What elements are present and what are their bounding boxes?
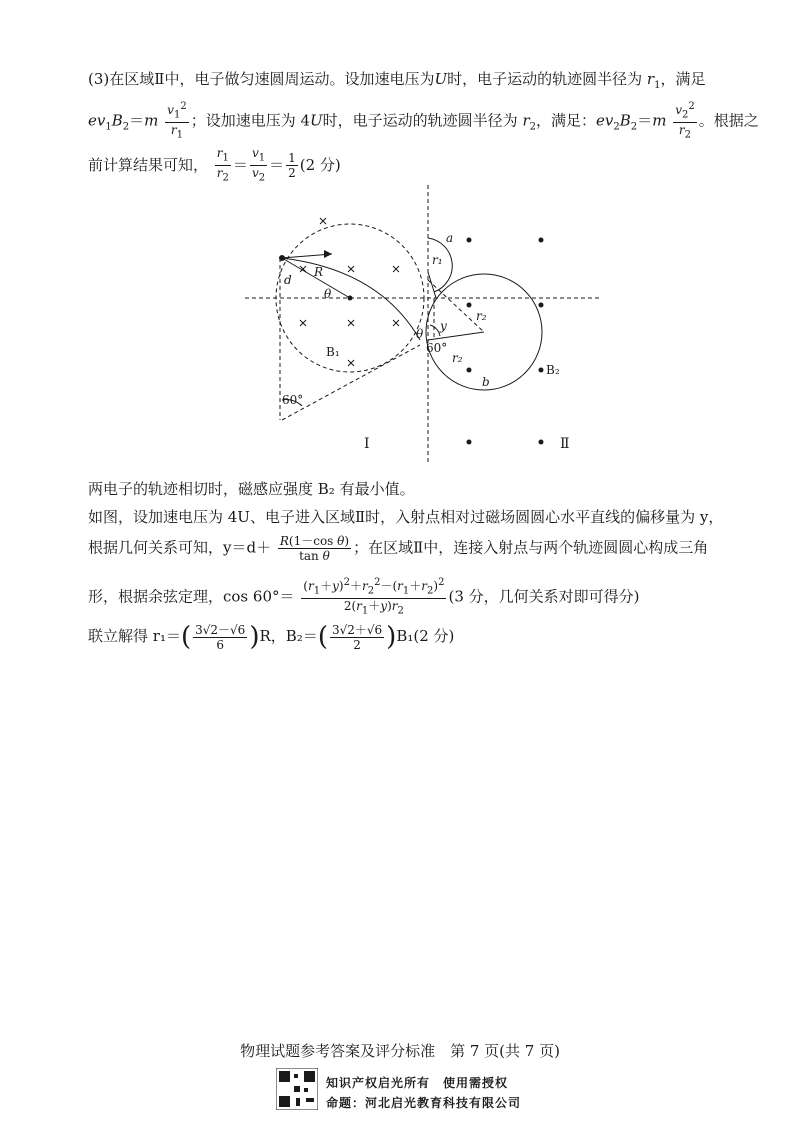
fraction-v2: $\frac{v_2^2}{r_2}$ (675, 101, 695, 141)
text: ；在区域Ⅱ中，连接入射点与两个轨迹圆圆心构成三角 (353, 538, 709, 557)
page-footer: 物理试题参考答案及评分标准 第 7 页(共 7 页) (240, 1042, 560, 1060)
region-II-label: Ⅱ (560, 436, 570, 452)
text: R，B₂＝ (259, 627, 318, 645)
cross-marks (300, 218, 399, 366)
text: 时，电子运动的轨迹圆半径为 (322, 111, 518, 130)
center-dot (348, 296, 353, 301)
paragraph-line-3: 前计算结果可知， $\frac{r_1}{r_2}$ ＝ $\frac{v_1}{v_2}$ ＝ $\frac{1}{2}$ (2 分) (88, 146, 341, 184)
text: (3)在区域Ⅱ中，电子做匀速圆周运动。设加速电压为 (88, 70, 435, 88)
field-dot (539, 303, 544, 308)
text: ；设加速电压为 4 (190, 111, 311, 130)
paragraph-line-4: 两电子的轨迹相切时，磁感应强度 B₂ 有最小值。 (88, 480, 415, 498)
text: 根据几何关系可知，y＝d＋ (88, 538, 272, 557)
label-R: R (314, 265, 324, 279)
field-dot (467, 303, 472, 308)
field-dot (539, 238, 544, 243)
paragraph-line-6 (88, 534, 740, 563)
paragraph-line-1: (3)在区域Ⅱ中，电子做匀速圆周运动。设加速电压为U时，电子运动的轨迹圆半径为 $r_1$，满足 (88, 70, 706, 91)
fraction-b2-result: $\frac{3√2+√6}{2}$ (331, 622, 383, 652)
label-r2b: r₂ (452, 351, 463, 365)
field-dot (467, 440, 472, 445)
fraction-v: $\frac{v_1}{v_2}$ (251, 146, 266, 184)
author-notice: 命题：河北启光教育科技有限公司 (326, 1096, 522, 1110)
fraction-half: $\frac{1}{2}$ (288, 151, 296, 181)
fraction-r1-result: $\frac{3√2-√6}{6}$ (195, 622, 246, 652)
label-theta2: θ (416, 327, 424, 341)
fraction-cosine-law: $\frac{(r_1+y)^2+r_2^2-(r_1+r_2)^2}{2(r_1+y)r_2}$ (303, 577, 445, 617)
text: 前计算结果可知， (88, 155, 209, 174)
text: (2 分) (299, 155, 341, 174)
paragraph-line-8: 联立解得 r₁＝( $\frac{3√2-√6}{6}$ )R，B₂＝( $\frac{3√2+√6}{2}$ )B₁(2 分) (88, 622, 455, 652)
field-dot (539, 440, 544, 445)
region-I-label: Ⅰ (364, 436, 370, 452)
arrow-head (324, 250, 332, 258)
field-dot (539, 368, 544, 373)
fraction-r: $\frac{r_1}{r_2}$ (216, 146, 229, 184)
text: 。根据之 (698, 111, 759, 130)
geometry-diagram (240, 180, 600, 465)
text: B₁(2 分) (396, 627, 455, 645)
label-a: a (446, 231, 454, 245)
radius-r2-line (428, 332, 484, 340)
text: (3 分，几何关系对即可得分) (448, 587, 640, 606)
fraction-cos: $\frac{\text{R(1－cos θ)}}{\text{tan θ}}$ (279, 534, 350, 563)
label-B2: B₂ (546, 363, 560, 377)
label-60-left: 60° (282, 393, 304, 407)
field-dot (467, 368, 472, 373)
label-r2a: r₂ (476, 309, 487, 323)
fraction-v1: $\frac{v_1^2}{r_1}$ (167, 101, 187, 141)
paragraph-line-7 (88, 576, 740, 619)
label-y: y (440, 319, 447, 333)
text: ，满足 (660, 70, 706, 88)
paragraph-line-5: 如图，设加速电压为 4U、电子进入区域Ⅱ时，入射点相对过磁场圆圆心水平直线的偏移量为 y， (88, 508, 724, 526)
paragraph-line-2: $ev_1B_2=m$ $\frac{v_1^2}{r_1}$ ；设加速电压为 4U时，电子运动的轨迹圆半径为 $r_2$，满足：$ev_2B_2=m$ $\frac{v_2^2}{r_2}$ 。根据之 (88, 101, 759, 141)
text: ，满足： (536, 111, 597, 130)
label-B1: B₁ (326, 345, 340, 359)
label-d: d (284, 273, 292, 287)
triangle-side (428, 280, 484, 332)
text: 时，电子运动的轨迹圆半径为 (447, 70, 643, 88)
label-b: b (482, 375, 490, 389)
entry-point (279, 255, 285, 261)
label-60-right: 60° (426, 341, 448, 355)
text: 联立解得 r₁＝ (88, 627, 181, 645)
field-dot (467, 238, 472, 243)
text: 形，根据余弦定理，cos 60°＝ (88, 587, 295, 606)
label-r1: r₁ (432, 253, 443, 267)
qr-code-icon (276, 1068, 318, 1110)
triangle-lower (282, 345, 420, 420)
angle-arc-60-right (430, 325, 440, 336)
radius-r1 (428, 272, 436, 298)
label-theta: θ (324, 287, 332, 301)
copyright-notice: 知识产权启光所有 使用需授权 (326, 1076, 509, 1090)
